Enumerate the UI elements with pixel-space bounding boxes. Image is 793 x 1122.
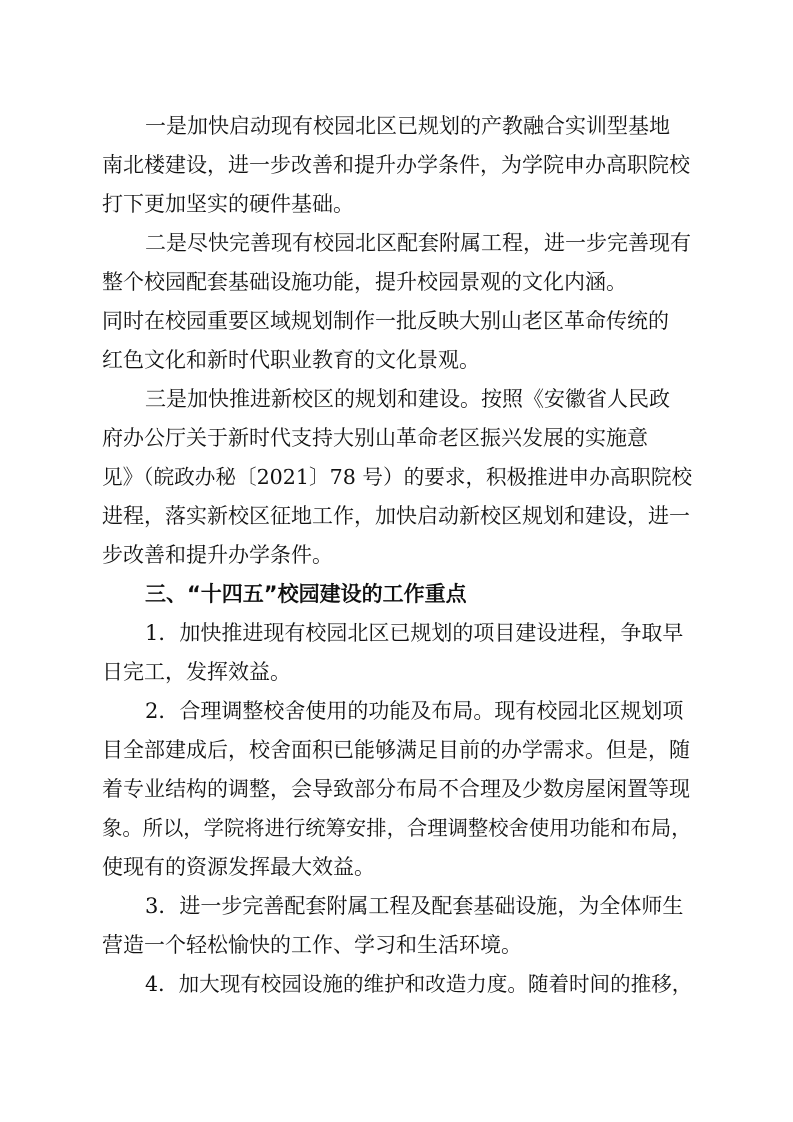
item-1-line-2: 日完工，发挥效益。 — [102, 660, 291, 684]
item-2-line-1: 2．合理调整校舍使用的功能及布局。现有校园北区规划项 — [145, 699, 684, 723]
item-2-line-5: 使现有的资源发挥最大效益。 — [102, 855, 375, 879]
paragraph-3-line-5: 步改善和提升办学条件。 — [102, 543, 333, 567]
paragraph-3-line-3: 见》（皖政办秘〔2021〕78 号）的要求，积极推进申办高职院校 — [102, 465, 693, 489]
item-4-line-1: 4．加大现有校园设施的维护和改造力度。随着时间的推移， — [145, 972, 693, 996]
paragraph-1-line-3: 打下更加坚实的硬件基础。 — [102, 192, 354, 216]
paragraph-2-line-4: 红色文化和新时代职业教育的文化景观。 — [102, 348, 480, 372]
item-2-line-4: 象。所以，学院将进行统筹安排，合理调整校舍使用功能和布局， — [102, 816, 692, 840]
paragraph-1-line-1: 一是加快启动现有校园北区已规划的产教融合实训型基地 — [145, 114, 670, 138]
paragraph-3-line-4: 进程，落实新校区征地工作，加快启动新校区规划和建设，进一 — [102, 504, 690, 528]
paragraph-2-line-1: 二是尽快完善现有校园北区配套附属工程，进一步完善现有 — [145, 231, 691, 255]
item-2-line-2: 目全部建成后，校舍面积已能够满足目前的办学需求。但是，随 — [102, 738, 690, 762]
paragraph-2-line-3: 同时在校园重要区域规划制作一批反映大别山老区革命传统的 — [102, 309, 669, 333]
paragraph-2-line-2: 整个校园配套基础设施功能，提升校园景观的文化内涵。 — [102, 270, 627, 294]
item-3-line-1: 3．进一步完善配套附属工程及配套基础设施，为全体师生 — [145, 894, 684, 918]
item-1-line-1: 1．加快推进现有校园北区已规划的项目建设进程，争取早 — [145, 621, 684, 645]
section-heading: 三、“十四五”校园建设的工作重点 — [145, 582, 467, 606]
paragraph-1-line-2: 南北楼建设，进一步改善和提升办学条件，为学院申办高职院校 — [102, 153, 690, 177]
paragraph-3-line-1: 三是加快推进新校区的规划和建设。按照《安徽省人民政 — [145, 387, 670, 411]
paragraph-3-line-2: 府办公厅关于新时代支持大别山革命老区振兴发展的实施意 — [102, 426, 648, 450]
item-3-line-2: 营造一个轻松愉快的工作、学习和生活环境。 — [102, 933, 522, 957]
item-2-line-3: 着专业结构的调整，会导致部分布局不合理及少数房屋闲置等现 — [102, 777, 690, 801]
